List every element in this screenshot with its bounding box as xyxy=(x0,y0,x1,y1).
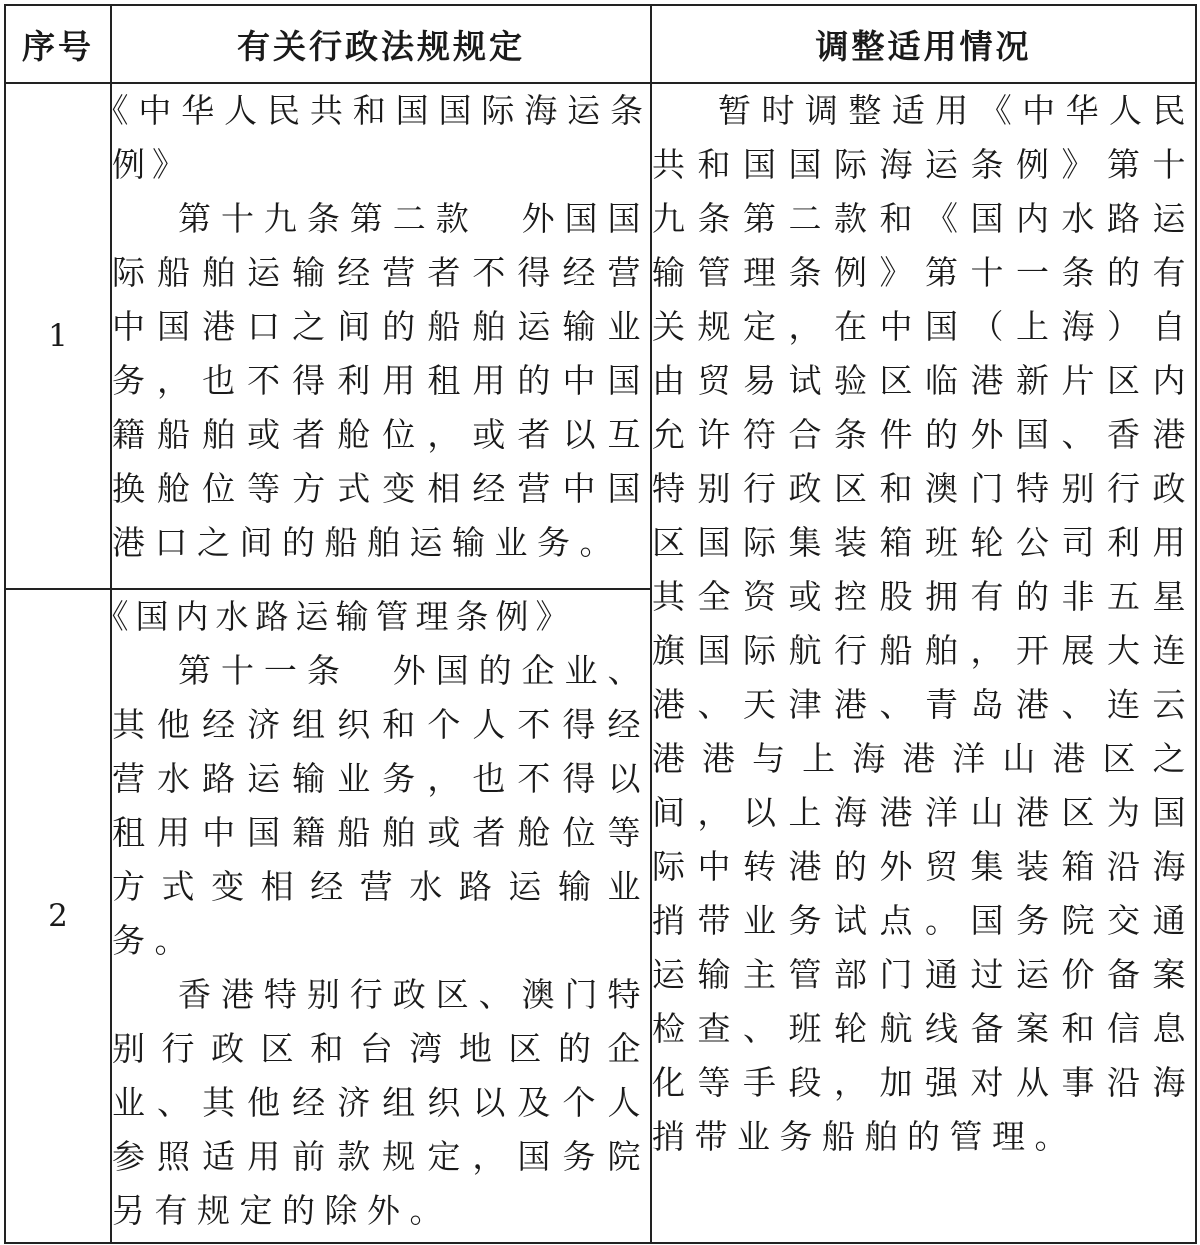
regulation-paragraph: 第十九条第二款 外国国际船舶运输经营者不得经营中国港口之间的船舶运输业务，也不得利用租用的中国籍船舶或者舱位，或者以互换舱位等方式变相经营中国港口之间的船舶运输业务。 xyxy=(112,199,650,562)
regulation-cell xyxy=(95,83,651,589)
regulation-cell xyxy=(95,589,651,1243)
regulation-paragraph: 香港特别行政区、澳门特别行政区和台湾地区的企业、其他经济组织以及个人参照适用前款规定，国务院另有规定的除外。 xyxy=(112,975,650,1230)
row-number-cell: 1 xyxy=(5,83,111,589)
row-number-cell: 2 xyxy=(5,589,111,1243)
adjustment-paragraph: 暂时调整适用《中华人民共和国国际海运条例》第十九条第二款和《国内水路运输管理条例》第十一条的有关规定，在中国（上海）自由贸易试验区临港新片区内允许符合条件的外国、香港特别行政区和澳门特别行政区国际集装箱班轮公司利用其全资或控股拥有的非五星旗国际航行船舶，开展大连港、天津港、青岛港、连云港港与上海港洋山港区之间，以上海港洋山港区为国际中转港的外贸集装箱沿海捎带业务试点。国务院交通运输主管部门通过运价备案检查、班轮航线备案和信息化等手段，加强对从事沿海捎带业务船舶的管理。 xyxy=(652,91,1195,1156)
table-row xyxy=(5,83,1196,589)
regulation-adjustment-table xyxy=(4,4,1197,1244)
regulation-paragraph: 第十一条 外国的企业、其他经济组织和个人不得经营水路运输业务，也不得以租用中国籍船舶或者舱位等方式变相经营水路运输业务。 xyxy=(112,651,650,960)
regulation-title: 《国内水路运输管理条例》 xyxy=(95,597,576,636)
header-adjustment: 调整适用情况 xyxy=(651,5,1196,83)
table-header-row xyxy=(5,5,1196,83)
adjustment-cell xyxy=(651,83,1196,1243)
header-number: 序号 xyxy=(5,5,111,83)
regulation-title: 《中华人民共和国国际海运条例》 xyxy=(95,91,650,184)
header-regulation: 有关行政法规规定 xyxy=(111,5,651,83)
